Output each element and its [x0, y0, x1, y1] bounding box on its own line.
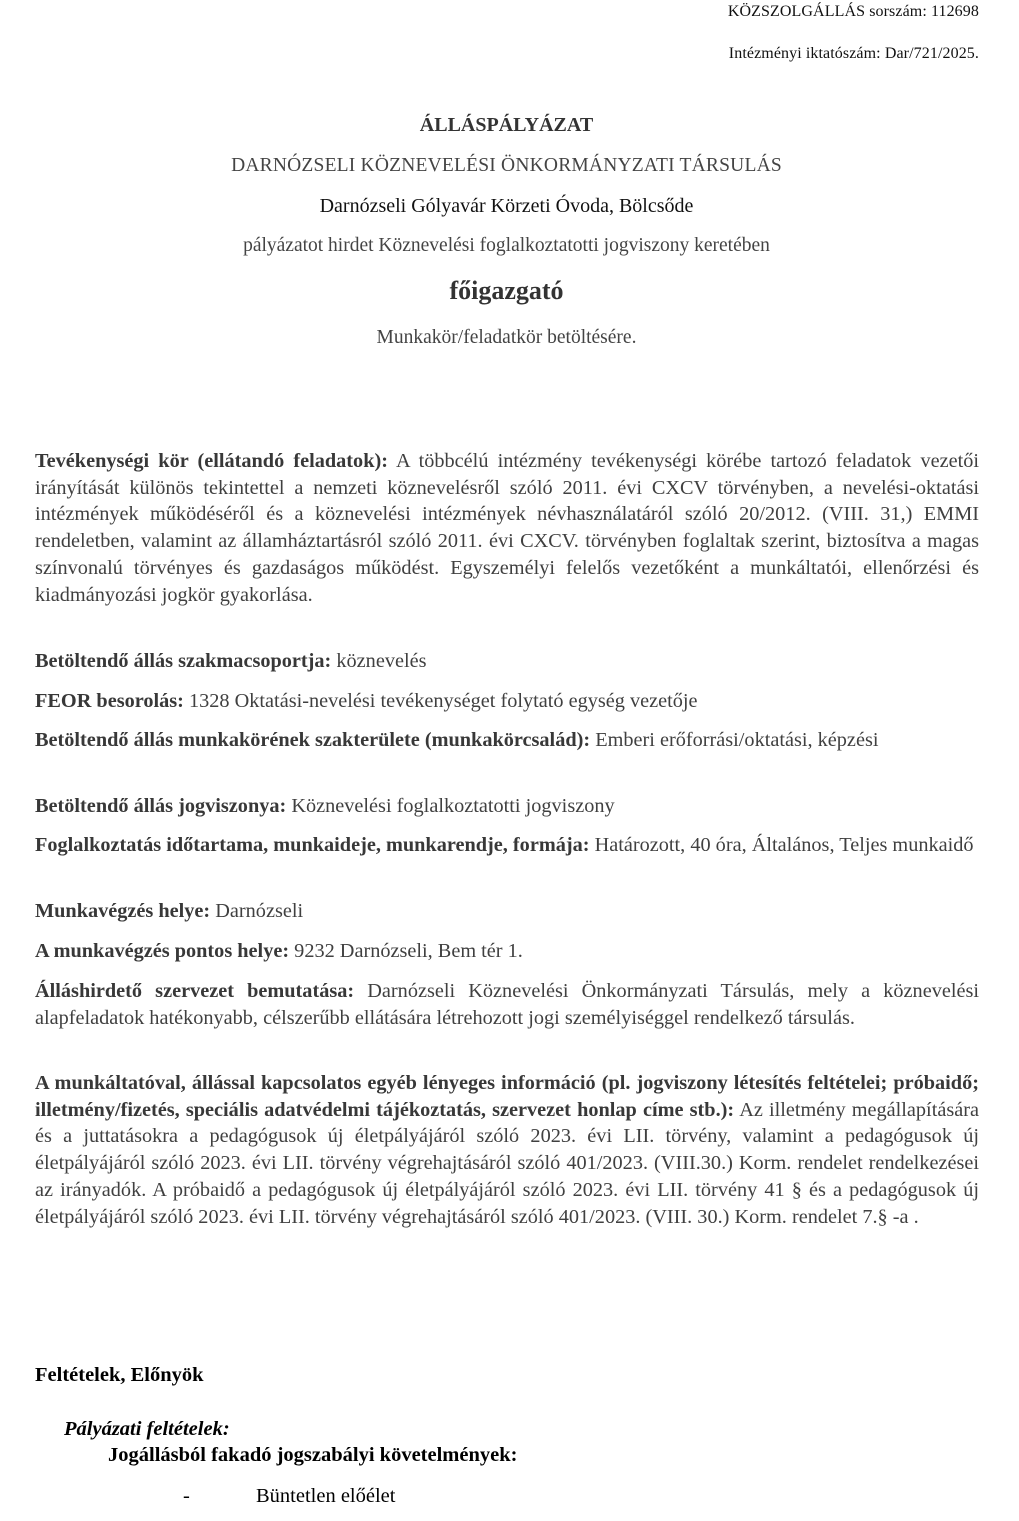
filling-line: Munkakör/feladatkör betöltésére.	[376, 327, 637, 348]
field-label: A munkáltatóval, állással kapcsolatos egyéb lényeges információ (pl. jogviszony létesítés feltételei; próbaidő; illetmény/fizetés, speciális adatvédelmi tájékoztatás, szervezet honlap címe stb.):	[35, 1072, 979, 1121]
position-title: főigazgató	[449, 276, 564, 305]
field-label: Munkavégzés helye:	[35, 900, 211, 922]
field-feor	[35, 688, 979, 715]
field-value: Határozott, 40 óra, Általános, Teljes munkaidő	[594, 834, 974, 856]
announcement-line: pályázatot hirdet Köznevelési foglalkoztatotti jogviszony keretében	[243, 235, 770, 256]
field-job-family	[35, 727, 979, 754]
field-employment-type	[35, 793, 979, 820]
field-value: köznevelés	[336, 650, 427, 672]
list-item: Büntetlen előélet	[256, 1485, 396, 1507]
legal-requirements-title: Jogállásból fakadó jogszabályi követelmények:	[108, 1444, 518, 1466]
field-work-schedule	[35, 832, 979, 859]
conditions-section-title: Feltételek, Előnyök	[35, 1364, 204, 1386]
application-conditions-title: Pályázati feltételek:	[64, 1418, 230, 1440]
field-organization-intro	[35, 978, 979, 1031]
institution-name: Darnózseli Gólyavár Körzeti Óvoda, Bölcsőde	[319, 195, 694, 217]
organization-name: DARNÓZSELI KÖZNEVELÉSI ÖNKORMÁNYZATI TÁRSULÁS	[231, 155, 782, 176]
field-value: A többcélú intézmény tevékenységi körébe tartozó feladatok vezetői irányítását különös tekintettel a nemzeti köznevelésről szóló 2011. évi CXCV törvényben, a nevelési-oktatási intézmények működéséről és a köznevelési intézmények névhasználatáról szóló 20/2012. (VIII. 31,) EMMI rendeletben, valamint az államháztartásról szóló 2011. évi CXCV. törvényben foglaltak szerint, biztosítva a magas színvonalú törvényes és gazdaságos működést. Egyszemélyi felelős vezetőként a munkáltatói, ellenőrzési és kiadmányozási jogkör gyakorlása.	[35, 450, 979, 606]
field-profession-group	[35, 648, 979, 675]
field-label: Betöltendő állás szakmacsoportja:	[35, 650, 332, 672]
field-label: FEOR besorolás:	[35, 690, 184, 712]
field-value: Az illetmény megállapítására és a juttatásokra a pedagógusok új életpályájáról szóló 2023. évi LII. törvény, valamint a pedagógusok új életpályájáról szóló 2023. évi LII. törvény végrehajtásáról szóló 401/2023. (VIII.30.) Korm. rendelet rendelkezései az irányadók. A próbaidő a pedagógusok új életpályájáról szóló 2023. évi LII. törvény 41 § és a pedagógusok új életpályájáról szóló 2023. évi LII. törvény végrehajtásáról szóló 401/2023. (VIII. 30.) Korm. rendelet 7.§ -a .	[35, 1098, 979, 1228]
field-value: 1328 Oktatási-nevelési tevékenységet folytató egység vezetője	[189, 690, 698, 712]
field-label: A munkavégzés pontos helye:	[35, 940, 290, 962]
field-exact-location	[35, 938, 979, 965]
registry-number: Intézményi iktatószám: Dar/721/2025.	[728, 45, 979, 62]
field-label: Tevékenységi kör (ellátandó feladatok):	[35, 450, 388, 472]
list-bullet: -	[183, 1485, 190, 1507]
field-label: Álláshirdető szervezet bemutatása:	[35, 980, 355, 1002]
field-value: Emberi erőforrási/oktatási, képzési	[595, 729, 879, 751]
field-label: Betöltendő állás munkakörének szakterülete (munkakörcsalád):	[35, 729, 591, 751]
field-label: Betöltendő állás jogviszonya:	[35, 795, 287, 817]
field-value: 9232 Darnózseli, Bem tér 1.	[294, 940, 523, 962]
field-other-info	[35, 1070, 979, 1230]
field-activity-scope	[35, 448, 979, 608]
field-label: Foglalkoztatás időtartama, munkaideje, munkarendje, formája:	[35, 834, 590, 856]
field-value: Darnózseli	[215, 900, 304, 922]
document-title: ÁLLÁSPÁLYÁZAT	[419, 114, 594, 136]
field-value: Köznevelési foglalkoztatotti jogviszony	[291, 795, 615, 817]
serial-number: KÖZSZOLGÁLLÁS sorszám: 112698	[727, 3, 979, 20]
field-work-location	[35, 898, 979, 925]
field-value: Darnózseli Köznevelési Önkormányzati Társulás, mely a köznevelési alapfeladatok hatékonyabb, célszerűbb ellátására létrehozott jogi személyiséggel rendelkező társulás.	[35, 980, 980, 1029]
